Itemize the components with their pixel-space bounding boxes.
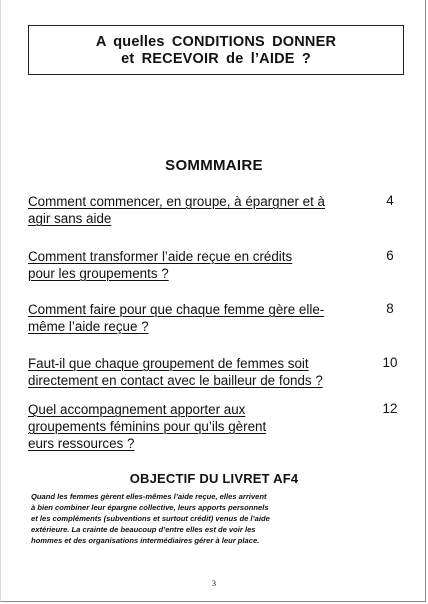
objectif-title: OBJECTIF DU LIVRET AF4: [129, 471, 299, 486]
toc-entry-3-line-1[interactable]: Comment faire pour que chaque femme gère elle-: [28, 302, 325, 317]
toc-entry-1[interactable]: [28, 193, 358, 227]
toc-entry-4-line-1[interactable]: Faut-il que chaque groupement de femmes soit: [28, 356, 309, 371]
toc-entry-2-page: 6: [386, 248, 394, 263]
toc-entry-4-line-2[interactable]: directement en contact avec le bailleur de fonds ?: [28, 373, 323, 388]
toc-entry-3[interactable]: [28, 301, 358, 335]
toc-entry-5-line-3[interactable]: eurs ressources ?: [28, 436, 135, 451]
toc-entry-2-line-2[interactable]: pour les groupements ?: [28, 266, 169, 281]
objectif-line-5: hommes et des organisations intermédiaires gérer à leur place.: [31, 536, 260, 545]
toc-entry-4[interactable]: [28, 355, 358, 389]
page-number: 3: [212, 579, 216, 588]
toc-entry-3-line-2[interactable]: même l’aide reçue ?: [28, 319, 149, 334]
toc-entry-1-line-2[interactable]: agir sans aide: [28, 211, 112, 226]
toc-entry-5-line-2[interactable]: groupements féminins pour qu’ils gèrent: [28, 419, 267, 434]
title-line-1: A quelles CONDITIONS DONNER: [95, 34, 337, 50]
objectif-line-2: à bien combiner leur épargne collective, leurs apports personnels: [31, 503, 269, 512]
toc-entry-2-line-1[interactable]: Comment transformer l’aide reçue en crédits: [28, 249, 293, 264]
toc-entry-5[interactable]: [28, 401, 358, 452]
toc-entry-1-line-1[interactable]: Comment commencer, en groupe, à épargner et à: [28, 194, 325, 209]
objectif-line-1: Quand les femmes gèrent elles-mêmes l’aide reçue, elles arrivent: [31, 492, 267, 501]
objectif-line-3: et les compléments (subventions et surtout crédit) venus de l’aide: [31, 514, 270, 523]
toc-entry-5-line-1[interactable]: Quel accompagnement apporter aux: [28, 402, 246, 417]
toc-entry-4-page: 10: [382, 355, 398, 370]
objectif-line-4: extérieure. La crainte de beaucoup d’entre elles est de voir les: [31, 525, 256, 534]
title-line-2: et RECEVOIR de l’AIDE ?: [121, 51, 311, 67]
title-box: [28, 25, 404, 75]
toc-entry-2[interactable]: [28, 248, 358, 282]
toc-heading: SOMMMAIRE: [165, 157, 263, 174]
toc-entry-5-page: 12: [382, 401, 398, 416]
toc-entry-3-page: 8: [386, 301, 394, 316]
objectif-paragraph: [31, 491, 371, 546]
toc-entry-1-page: 4: [386, 193, 394, 208]
